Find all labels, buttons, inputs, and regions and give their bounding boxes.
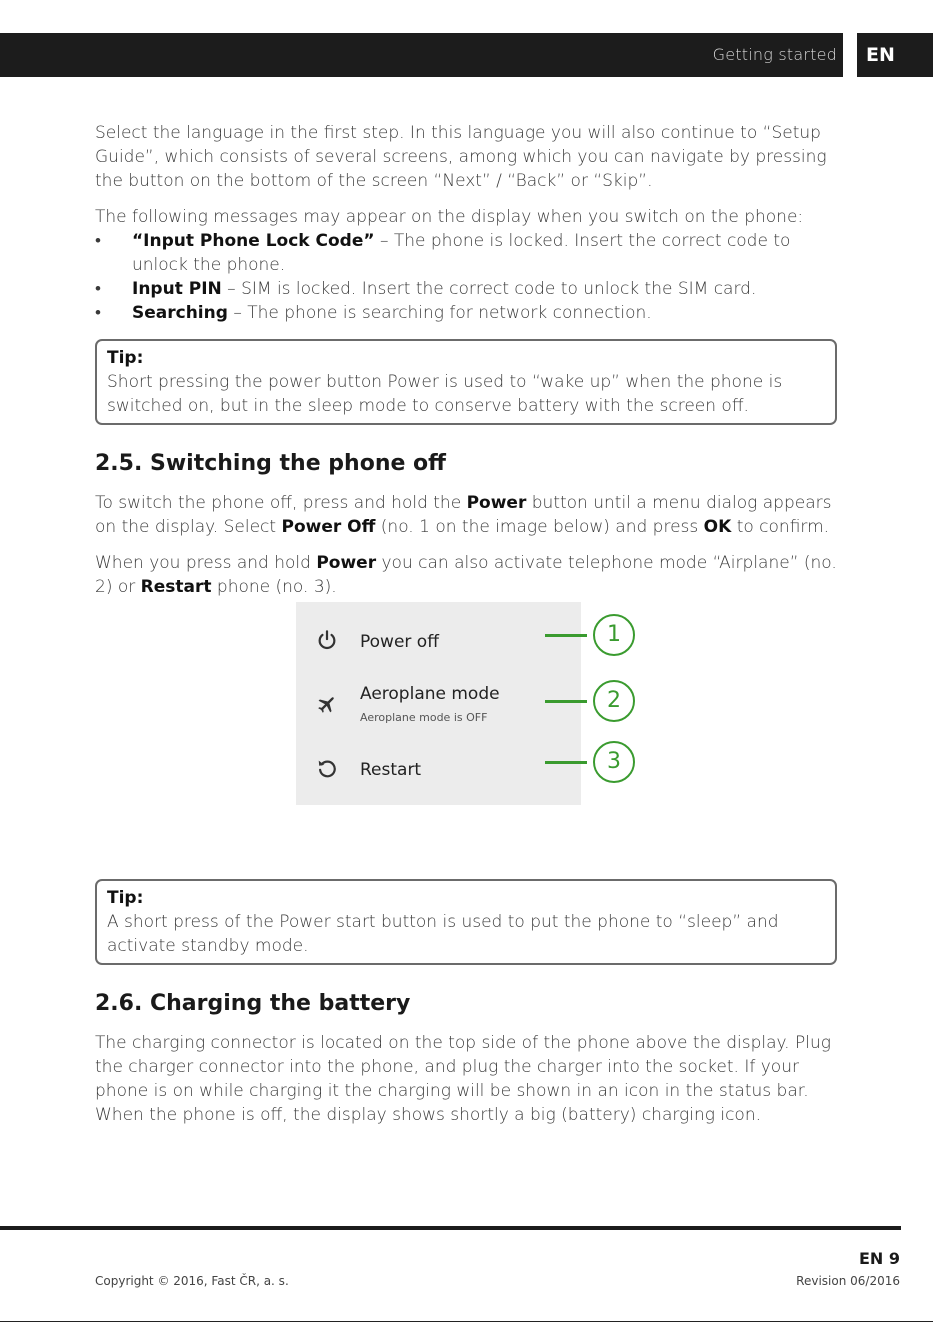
message-text: – The phone is locked. Insert the correct code to unlock the phone. (132, 231, 791, 275)
bullet: • (95, 279, 101, 299)
menu-sublabel: Aeroplane mode is OFF (360, 711, 488, 724)
menu-label: Restart (360, 760, 422, 780)
callout-number: 3 (593, 741, 635, 783)
messages-list (95, 229, 837, 325)
messages-intro: The following messages may appear on the display when you switch on the phone: (95, 207, 804, 227)
power-menu-screenshot (296, 602, 581, 805)
bullet: • (95, 231, 101, 251)
section-paragraph: When you press and hold Power you can also activate telephone mode “Airplane” (no. 2) or Restart phone (no. 3). (95, 553, 837, 597)
copyright: Copyright © 2016, Fast ČR, a. s. (95, 1274, 289, 1288)
page-content (95, 121, 837, 1139)
list-item (95, 301, 837, 325)
bullet: • (95, 303, 101, 323)
menu-label: Power off (360, 632, 439, 652)
message-text: – The phone is searching for network connection. (227, 303, 652, 323)
section-paragraph: To switch the phone off, press and hold the Power button until a menu dialog appears on the display. Select Power Off (no. 1 on the image below) and press OK to confirm. (95, 493, 832, 537)
tip-text: A short press of the Power start button is used to put the phone to “sleep” and activate standby mode. (107, 912, 779, 956)
list-item (95, 229, 837, 277)
callout-line (545, 700, 587, 703)
power-menu-figure (95, 599, 837, 879)
power-icon (316, 629, 338, 651)
message-term: Input PIN (132, 279, 222, 299)
tip-title: Tip: (107, 348, 144, 368)
message-term: Searching (132, 303, 228, 323)
section-heading: 2.6. Charging the battery (95, 991, 411, 1016)
revision: Revision 06/2016 (796, 1274, 900, 1288)
tip-title: Tip: (107, 888, 144, 908)
intro-paragraph: Select the language in the first step. In this language you will also continue to “Setup Guide”, which consists of several screens, among which you can navigate by pressing the button on the bottom of the screen “Next” / “Back” or “Skip”. (95, 123, 827, 191)
section-heading: 2.5. Switching the phone off (95, 451, 446, 476)
message-text: – SIM is locked. Insert the correct code to unlock the SIM card. (221, 279, 757, 299)
menu-label: Aeroplane mode (360, 684, 500, 704)
callout-number: 1 (593, 614, 635, 656)
footer-bottom-line (0, 1321, 933, 1322)
airplane-icon (316, 693, 338, 715)
tip-box (95, 339, 837, 425)
section-paragraph: The charging connector is located on the top side of the phone above the display. Plug the charger connector into the phone, and plug the charger into the socket. If your phone is on while charging it the charging will be shown in an icon in the status bar. When the phone is off, the display shows shortly a big (battery) charging icon. (95, 1033, 831, 1125)
page-number: EN 9 (858, 1249, 900, 1268)
restart-icon (316, 757, 338, 779)
message-term: “Input Phone Lock Code” (132, 231, 375, 251)
callout-line (545, 761, 587, 764)
footer-rule (0, 1226, 901, 1230)
tip-text: Short pressing the power button Power is used to “wake up” when the phone is switched on, but in the sleep mode to conserve battery with the screen off. (107, 372, 783, 416)
header-lang: EN (866, 44, 895, 66)
tip-box (95, 879, 837, 965)
callout-number: 2 (593, 680, 635, 722)
list-item (95, 277, 837, 301)
callout-line (545, 634, 587, 637)
header-section-title: Getting started (712, 45, 837, 64)
